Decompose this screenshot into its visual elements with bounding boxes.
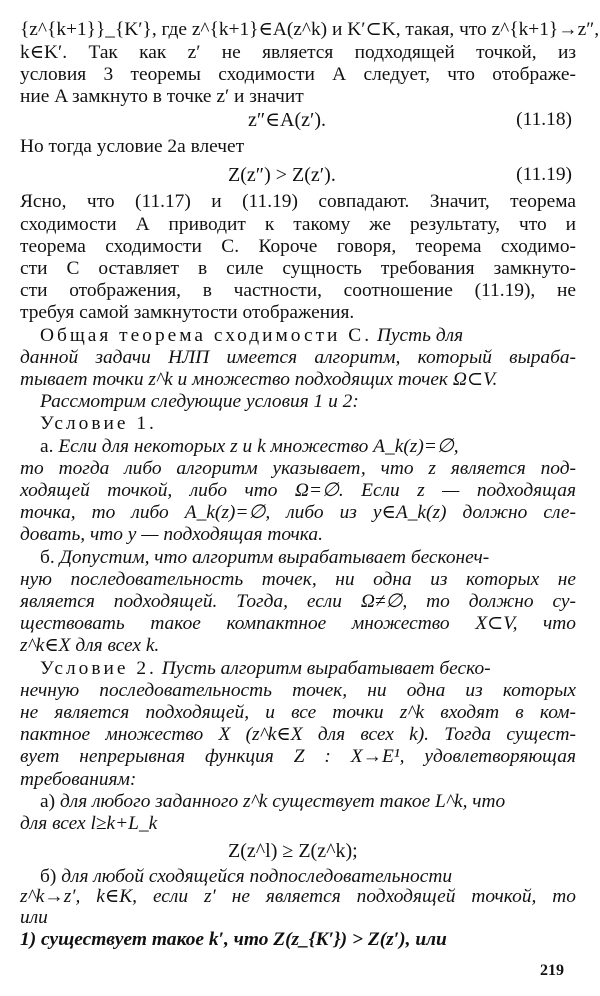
condition-1b-line [40,547,576,569]
condition-1-heading: Условие 1. [40,413,157,435]
text-line: условия 3 теоремы сходимости А следует, что отображе- [20,63,576,85]
text-line: ную последовательность точек, ни одна из которых не [20,568,576,590]
item-text: Допустим, что алгоритм вырабатывает бесконеч- [59,546,490,568]
condition-2-heading: Условие 2. [40,657,157,679]
text-line: является подходящей. Тогда, если Ω≠∅, то должно су- [20,591,576,613]
text-line: для всех l≥k+L_k [20,813,158,835]
text-line: то тогда либо алгоритм указывает, что z является под- [20,457,576,479]
text-line: данной задачи НЛП имеется алгоритм, который выраба- [20,346,576,368]
text-line: теорема сходимости С. Короче говоря, теорема сходимо- [20,235,576,257]
item-text: для любой сходящейся подпоследовательности [61,865,453,887]
condition-1a-line [40,436,576,458]
text-line: сти С оставляет в силе сущность требования замкнуто- [20,258,576,280]
text-line: нечную последовательность точек, ни одна из которых [20,679,576,701]
requirement-a-line [40,791,576,813]
text-line: тывает точки z^k и множество подходящих точек Ω⊂V. [20,369,498,391]
text-line: z^k→z′, k∈K, если z′ не является подходящей точкой, то [20,886,576,908]
text-line: пактное множество X (z^k∈X для всех k). Тогда сущест- [20,724,576,746]
text-line: сходимости А приводит к такому же результату, что и [20,213,576,235]
item-text: Если для некоторых z и k множество A_k(z)=∅, [58,435,459,457]
text-line: ходящей точкой, либо что Ω=∅. Если z — подходящая [20,480,576,502]
text-line: z^k∈X для всех k. [20,635,160,657]
text-line: k∈K′. Так как z′ не является подходящей точкой, из [20,41,576,63]
text-line: или [20,906,48,928]
theorem-title: Общая теорема сходимости С. [40,324,373,346]
requirement-b-line [40,866,576,888]
item-marker: б) [40,865,57,887]
item-marker: а) [40,790,56,812]
theorem-heading-line [40,325,576,347]
text-line: Рассмотрим следующие условия 1 и 2: [40,391,359,413]
text-line: ществовать такое компактное множество X⊂V, что [20,613,576,635]
text-line: Но тогда условие 2а влечет [20,135,245,157]
page-number: 219 [540,962,564,979]
text-line: сти отображения, в частности, соотношение (11.19), не [20,280,576,302]
formula-11-18: z″∈A(z′). [248,109,327,132]
text-line: довать, что y — подходящая точка. [20,524,323,546]
equation-number: (11.18) [516,109,572,131]
theorem-text: Пусть для [376,324,464,346]
text-line: ние A замкнуто в точке z′ и значит [20,86,304,108]
condition-2-line [40,658,576,680]
text-line: 1) существует такое k′, что Z(z_{K′}) > Z(z′), или [20,928,447,950]
condition-2-text: Пусть алгоритм вырабатывает беско- [161,657,491,679]
text-line: Ясно, что (11.17) и (11.19) совпадают. Значит, теорема [20,191,576,213]
text-line: вует непрерывная функция Z : X→E¹, удовлетворяющая [20,746,576,768]
text-line: точка, то либо A_k(z)=∅, либо из y∈A_k(z) должно сле- [20,502,576,524]
text-line: требованиям: [20,768,137,790]
text-line: {z^{k+1}}_{K′}, где z^{k+1}∈A(z^k) и K′⊂K, такая, что z^{k+1}→z″, [20,19,600,41]
item-marker: а. [40,435,54,457]
formula-monotone: Z(z^l) ≥ Z(z^k); [228,839,358,862]
text-line: не является подходящей, и все точки z^k входят в ком- [20,702,576,724]
item-marker: б. [40,546,55,568]
equation-number: (11.19) [516,163,572,185]
formula-11-19: Z(z″) > Z(z′). [228,163,336,186]
item-text: для любого заданного z^k существует такое L^k, что [59,790,506,812]
text-line: требуя самой замкнутости отображения. [20,302,355,324]
